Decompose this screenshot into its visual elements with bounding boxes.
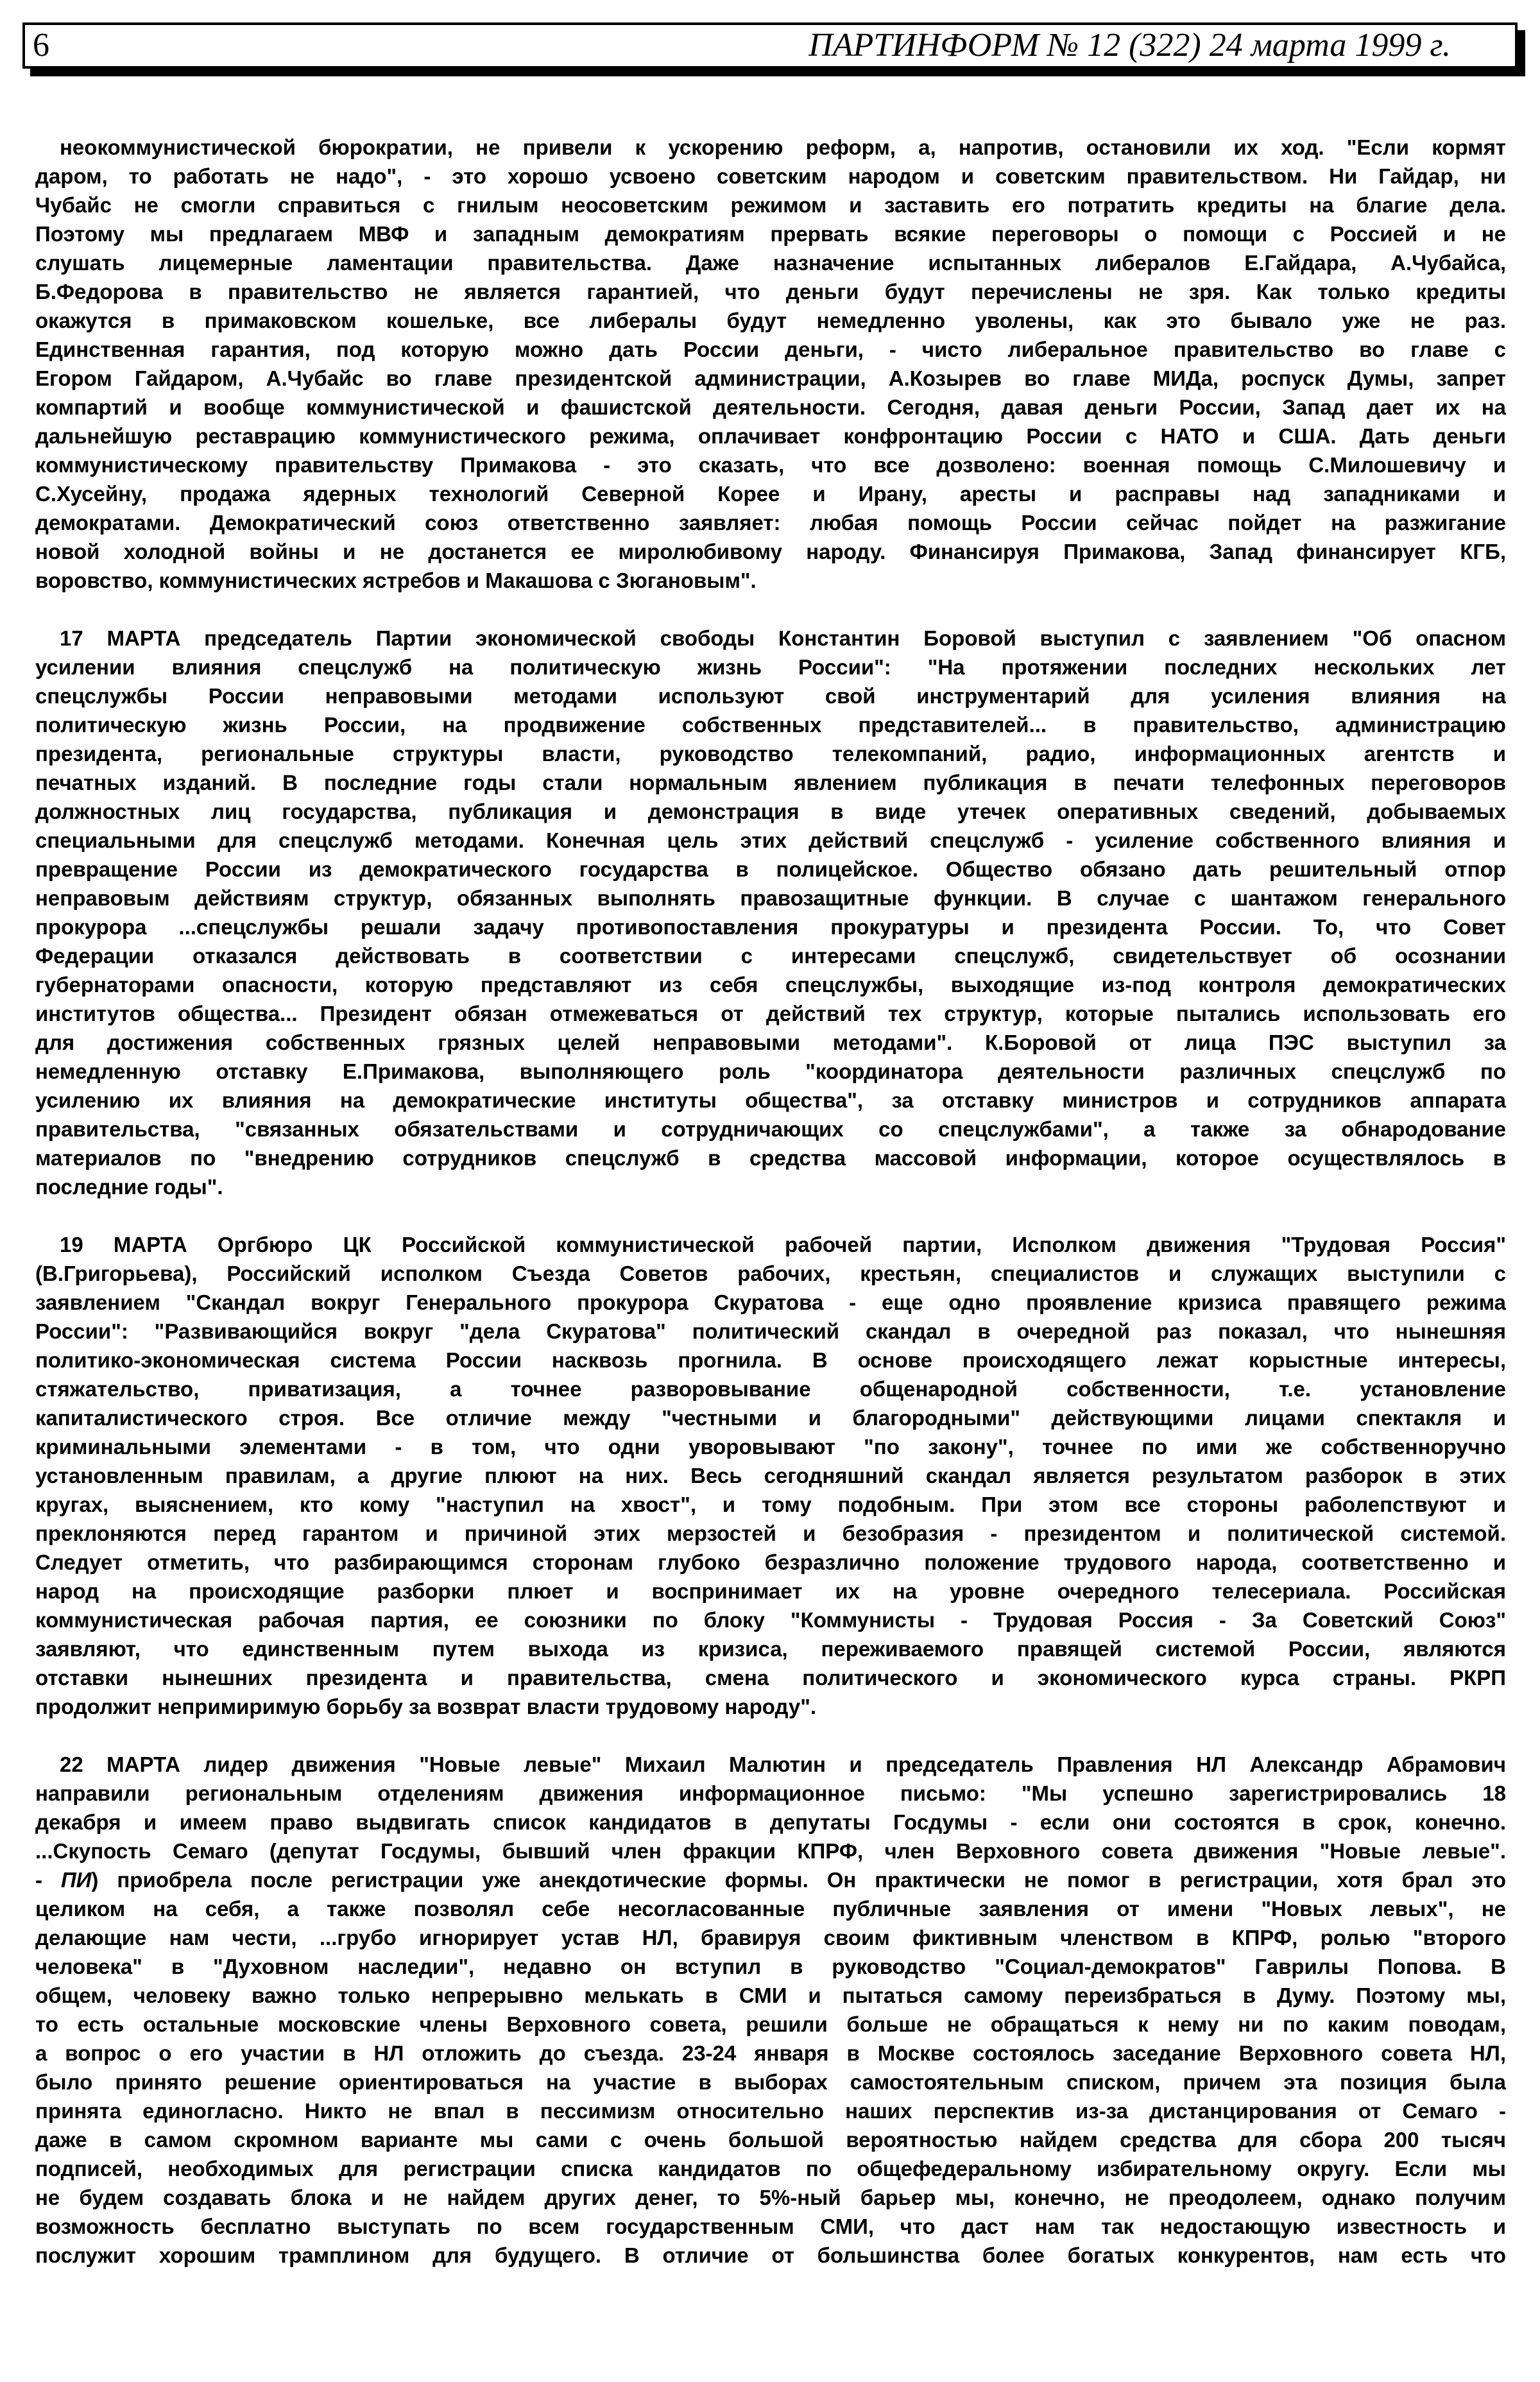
text-line: коммунистическая рабочая партия, ее союзники по блоку "Коммунисты - Трудовая Россия - За Советский Союз" <box>35 1608 1506 1632</box>
text-line: Б.Федорова в правительство не является гарантией, что деньги будут перечислены не зря. Как только кредиты <box>35 280 1506 304</box>
issue-title: ПАРТИНФОРМ № 12 (322) 24 марта 1999 г. <box>809 27 1451 64</box>
text-line: Единственная гарантия, под которую можно дать России деньги, - чисто либеральное правительство во главе с <box>35 338 1506 361</box>
text-line: прокурора ...спецслужбы решали задачу противопоставления прокуратуры и президента России. То, что Совет <box>35 915 1506 939</box>
text-line: направили региональным отделениям движения информационное письмо: "Мы успешно зарегистрировались 18 <box>35 1781 1506 1805</box>
text-line: не будем создавать блока и не найдем других денег, то 5%-ный барьер мы, конечно, не преодолеем, однако получим <box>35 2186 1506 2209</box>
text-line: народ на происходящие разборки плюет и воспринимает их на уровне очередного телесериала. Российская <box>35 1579 1506 1603</box>
text-line: капиталистического строя. Все отличие между "честными и благородными" действующими лицами спектакля и <box>35 1406 1506 1430</box>
page-number: 6 <box>33 27 49 64</box>
text-line: общем, человеку важно только непрерывно мелькать в СМИ и пытаться самому переизбраться в Думу. Поэтому мы, <box>35 1984 1506 2007</box>
text-line: делающие нам чести, ...грубо игнорирует устав НЛ, бравируя своим фиктивным членством в КПРФ, ролью "второго <box>35 1926 1506 1949</box>
text-line: России": "Развивающийся вокруг "дела Скуратова" политический скандал в очередной раз показал, что нынешняя <box>35 1319 1506 1343</box>
text-line: печатных изданий. В последние годы стали нормальным явлением публикация в печати телефонных переговоров <box>35 771 1506 794</box>
text-line: Поэтому мы предлагаем МВФ и западным демократиям прервать всякие переговоры о помощи с Россией и не <box>35 222 1506 246</box>
text-line: заявлением "Скандал вокруг Генерального прокурора Скуратова - еще одно проявление кризиса правящего режима <box>35 1290 1506 1314</box>
text-line: стяжательство, приватизация, а точнее разворовывание общенародной собственности, т.е. установление <box>35 1377 1506 1401</box>
text-line: окажутся в примаковском кошельке, все либералы будут немедленно уволены, как это бывало уже не раз. <box>35 309 1506 332</box>
text-line: кругах, выяснением, кто кому "наступил на хвост", и тому подобным. При этом все стороны раболепствуют и <box>35 1493 1506 1516</box>
text-line <box>35 1865 1506 1894</box>
text-line: 17 МАРТА председатель Партии экономической свободы Константин Боровой выступил с заявлением "Об опасном <box>60 626 1506 650</box>
text-line: последние годы". <box>35 1175 223 1199</box>
text-segment: - <box>35 1868 61 1892</box>
text-line: неокоммунистической бюрократии, не привели к ускорению реформ, а, напротив, остановили их ход. "Если кормят <box>60 135 1506 159</box>
text-line: преклоняются перед гарантом и причиной этих мерзостей и безобразия - президентом и политической системой. <box>35 1521 1506 1545</box>
text-line: слушать лицемерные ламентации правительства. Даже назначение испытанных либералов Е.Гайдара, А.Чубайса, <box>35 251 1506 275</box>
text-line: коммунистическому правительству Примакова - это сказать, что все дозволено: военная помощь С.Милошевичу и <box>35 453 1506 477</box>
text-line: Егором Гайдаром, А.Чубайс во главе президентской администрации, А.Козырев во главе МИДа, роспуск Думы, запрет <box>35 366 1506 390</box>
text-line: подписей, необходимых для регистрации списка кандидатов по общефедеральному избирательному округу. Если мы <box>35 2157 1506 2181</box>
text-line: дальнейшую реставрацию коммунистического режима, оплачивает конфронтацию России с НАТО и США. Дать деньги <box>35 424 1506 448</box>
text-line: даром, то работать не надо", - это хорошо усвоено советским народом и советским правительством. Ни Гайдар, ни <box>35 164 1506 188</box>
text-line: усилению их влияния на демократические институты общества", за отставку министров и сотрудников аппарата <box>35 1088 1506 1112</box>
text-line: воровство, коммунистических ястребов и Макашова с Зюгановым". <box>35 569 757 592</box>
text-line: продолжит непримиримую борьбу за возврат власти трудовому народу". <box>35 1695 817 1718</box>
page-header <box>22 22 1518 69</box>
text-line: ...Скупость Семаго (депутат Госдумы, бывший член фракции КПРФ, член Верховного совета движения "Новые левые". <box>35 1839 1506 1863</box>
text-segment: ) приобрела после регистрации уже анекдотические формы. Он практически не помог в регистрации, хотя брал это <box>91 1868 1506 1892</box>
text-line: послужит хорошим трамплином для будущего. В отличие от большинства более богатых конкурентов, нам есть что <box>35 2243 1506 2267</box>
text-line: материалов по "внедрению сотрудников спецслужб в средства массовой информации, которое осуществлялось в <box>35 1146 1506 1170</box>
text-line: институтов общества... Президент обязан отмежеваться от действий тех структур, которые пытались использовать его <box>35 1002 1506 1025</box>
text-line: отставки нынешних президента и правительства, смена политического и экономического курса страны. РКРП <box>35 1666 1506 1690</box>
text-line: декабря и имеем право выдвигать список кандидатов в депутаты Госдумы - если они состоятся в срок, конечно. <box>35 1810 1506 1834</box>
article-paragraph <box>35 1750 1506 2270</box>
text-line: неправовым действиям структур, обязанных выполнять правозащитные функции. В случае с шантажом генерального <box>35 886 1506 910</box>
text-line: 19 МАРТА Оргбюро ЦК Российской коммунистической рабочей партии, Исполком движения "Трудовая Россия" <box>60 1233 1506 1256</box>
text-line: должностных лиц государства, публикация и демонстрация в виде утечек оперативных сведений, добываемых <box>35 800 1506 823</box>
text-line: президента, региональные структуры власти, руководство телекомпаний, радио, информационных агентств и <box>35 742 1506 766</box>
text-line: политико-экономическая система России насквозь прогнила. В основе происходящего лежат корыстные интересы, <box>35 1348 1506 1372</box>
text-line: заявляют, что единственным путем выхода из кризиса, переживаемого правящей системой России, являются <box>35 1637 1506 1661</box>
text-line: компартий и вообще коммунистической и фашистской деятельности. Сегодня, давая деньги России, Запад дает их на <box>35 395 1506 419</box>
text-line: то есть остальные московские члены Верховного совета, решили больше не обращаться к нему ни по каким поводам, <box>35 2012 1506 2036</box>
text-line: возможность бесплатно выступать по всем государственным СМИ, что даст нам так недостающую известность и <box>35 2215 1506 2238</box>
text-line: немедленную отставку Е.Примакова, выполняющего роль "координатора деятельности различных спецслужб по <box>35 1059 1506 1083</box>
text-line: для достижения собственных грязных целей неправовыми методами". К.Боровой от лица ПЭС выступил за <box>35 1031 1506 1054</box>
text-line: усилении влияния спецслужб на политическую жизнь России": "На протяжении последних нескольких лет <box>35 655 1506 679</box>
text-line: а вопрос о его участии в НЛ отложить до съезда. 23-24 января в Москве состоялось заседание Верховного совета НЛ, <box>35 2041 1506 2065</box>
text-line: превращение России из демократического государства в полицейское. Общество обязано дать решительный отпор <box>35 857 1506 881</box>
text-line: С.Хусейну, продажа ядерных технологий Северной Корее и Ирану, аресты и расправы над западниками и <box>35 482 1506 506</box>
text-line: человека" в "Духовном наследии", недавно он вступил в руководство "Социал-демократов" Гаврилы Попова. В <box>35 1955 1506 1978</box>
text-line: Чубайс не смогли справиться с гнилым неосоветским режимом и заставить его потратить кредиты на благие дела. <box>35 193 1506 217</box>
article-body <box>35 133 1506 2299</box>
text-line: специальными для спецслужб методами. Конечная цель этих действий спецслужб - усиление собственного влияния и <box>35 828 1506 852</box>
article-paragraph <box>35 624 1506 1201</box>
text-line: принята единогласно. Никто не впал в пессимизм относительно наших перспектив из-за дистанцирования от Семаго - <box>35 2099 1506 2123</box>
text-line: политическую жизнь России, на продвижение собственных представителей... в правительство, администрацию <box>35 713 1506 737</box>
text-line: даже в самом скромном варианте мы сами с очень большой вероятностью найдем средства для сбора 200 тысяч <box>35 2128 1506 2152</box>
text-line: Следует отметить, что разбирающимся сторонам глубоко безразлично положение трудового народа, соответственно и <box>35 1550 1506 1574</box>
text-line: установленным правилам, а другие плюют на них. Весь сегодняшний скандал является результатом разборок в этих <box>35 1464 1506 1487</box>
text-line: 22 МАРТА лидер движения "Новые левые" Михаил Малютин и председатель Правления НЛ Александр Абрамович <box>60 1752 1506 1776</box>
text-line: Федерации отказался действовать в соответствии с интересами спецслужб, свидетельствует об осознании <box>35 944 1506 968</box>
italic-abbreviation: ПИ <box>60 1868 92 1892</box>
text-line: целиком на себя, а также позволял себе несогласованные публичные заявления от имени "Новых левых", не <box>35 1897 1506 1921</box>
text-line: губернаторами опасности, которую представляют из себя спецслужбы, выходящие из-под контроля демократических <box>35 973 1506 997</box>
text-line: правительства, "связанных обязательствами и сотрудничающих со спецслужбами", а также за обнародование <box>35 1117 1506 1141</box>
article-paragraph <box>35 1230 1506 1721</box>
text-line: новой холодной войны и не достанется ее миролюбивому народу. Финансируя Примакова, Запад финансирует КГБ, <box>35 540 1506 563</box>
text-line: криминальными элементами - в том, что одни уворовывают "по закону", точнее по ими же собственноручно <box>35 1435 1506 1459</box>
text-line: (В.Григорьева), Российский исполком Съезда Советов рабочих, крестьян, специалистов и служащих выступили с <box>35 1262 1506 1285</box>
article-paragraph <box>35 133 1506 595</box>
text-line: спецслужбы России неправовыми методами используют свой инструментарий для усиления влияния на <box>35 684 1506 708</box>
text-line: было принято решение ориентироваться на участие в выборах самостоятельным списком, причем эта позиция была <box>35 2070 1506 2094</box>
text-line: демократами. Демократический союз ответственно заявляет: любая помощь России сейчас пойдет на разжигание <box>35 511 1506 535</box>
